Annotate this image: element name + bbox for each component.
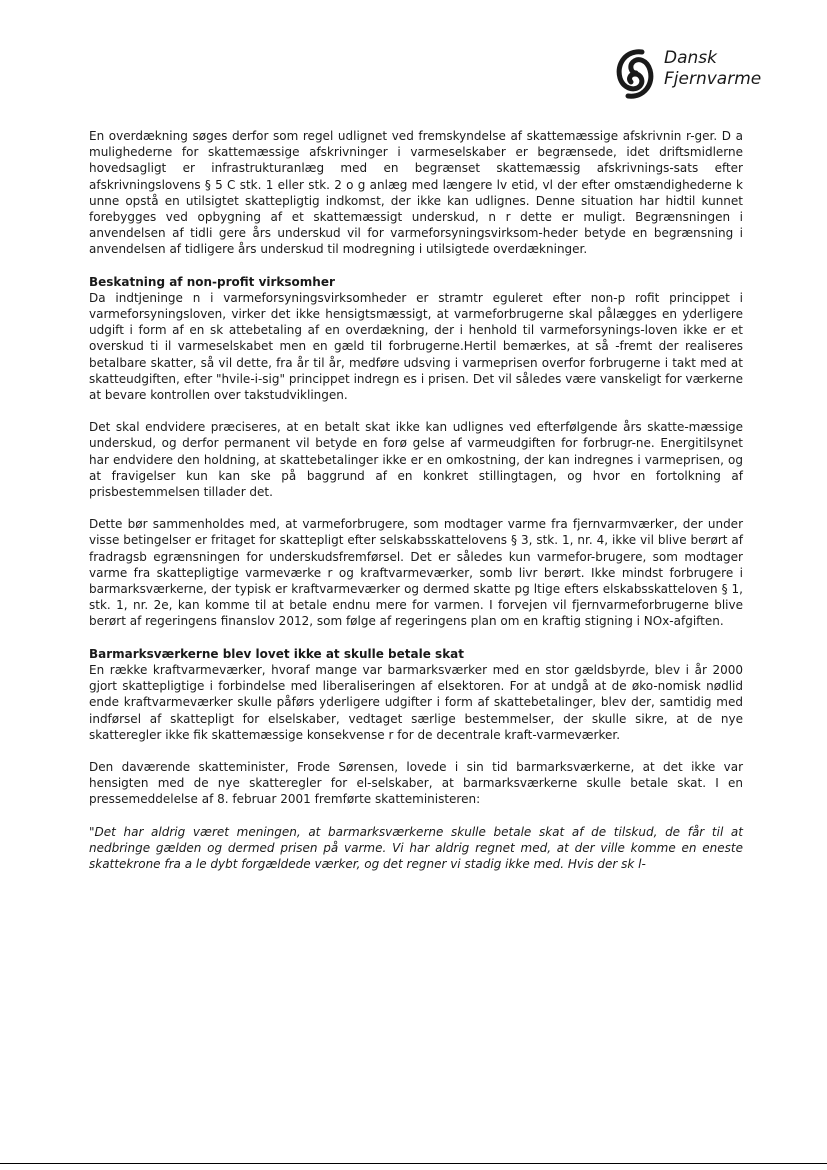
paragraph-indtjening: Da indtjeninge n i varmeforsyningsvirksomheder er stramtr eguleret efter non-p rofit princippet i varmeforsyningsloven, virker det ikke hensigtsmæssigt, at varmeforbrugerne skal pålægges en yderligere udgift i form af en sk attebetaling af en overdækning, der i henhold til varmeforsynings-loven ikke er et overskud ti il varmeselskabet men en gæld til forbrugerne.Hertil bemærkes, at så -fremt der realiseres betalbare skatter, så vil dette, fra år til år, medføre udsving i varmeprisen overfor forbrugerne i takt med at skatteudgiften, efter "hvile-i-sig" princippet indregn es i prisen. Det vil således være vanskeligt for værkerne at bevare kontrollen over takstudviklingen.	[89, 290, 743, 403]
logo-text-dansk: Dansk	[664, 48, 717, 68]
quote-skatteminister: "Det har aldrig været meningen, at barmarksværkerne skulle betale skat af de tilskud, de får til at nedbringe gælden og dermed prisen på varme. Vi har aldrig regnet med, at der ville komme en eneste skattekrone fra a le dybt forgældede værker, og det regner vi stadig ikke med. Hvis der sk l-	[89, 824, 743, 871]
logo-text-fjernvarme: Fjernvarme	[664, 69, 762, 89]
dansk-fjernvarme-logo	[612, 44, 772, 104]
heading-beskatning: Beskatning af non-profit virksomher	[89, 274, 335, 289]
paragraph-praeciseres: Det skal endvidere præciseres, at en betalt skat ikke kan udlignes ved efterfølgende års skatte-mæssige underskud, og derfor permanent vil betyde en forø gelse af varmeudgiften for forbrugr-ne. Energitilsynet har endvidere den holdning, at skattebetalinger ikke er en omkostning, der kan indregnes i varmeprisen, og at fravigelser kun kan ske på baggrund af en konkret stillingtagen, og hvor en fortolkning af prisbestemmelsen tillader det.	[89, 420, 743, 500]
scan-edge-line	[0, 1163, 827, 1164]
heading-barmarksvaerker: Barmarksværkerne blev lovet ikke at skulle betale skat	[89, 646, 465, 661]
paragraph-kraftvarmevaerker: En række kraftvarmeværker, hvoraf mange var barmarksværker med en stor gældsbyrde, blev i år 2000 gjort skattepligtige i forbindelse med liberaliseringen af elsektoren. For at undgå at de øko-nomisk nødlid ende kraftvarmeværker skulle påførs yderligere udgifter i form af skattebetalinger, blev der, samtidig med indførsel af skattepligt for elselskaber, vedtaget særlige bestemmelser, der skulle sikre, at de nye skatteregler ikke fik skattemæssige konsekvense r for de decentrale kraft-varmeværker.	[89, 662, 743, 742]
paragraph-overdaekning: En overdækning søges derfor som regel udlignet ved fremskyndelse af skattemæssige afskrivnin r-ger. D a mulighederne for skattemæssige afskrivninger i varmeselskaber er begrænsede, idet driftsmidlerne hovedsagligt er infrastrukturanlæg med en begrænset skattemæssig afskrivnings-sats efter afskrivningslovens § 5 C stk. 1 eller stk. 2 o g anlæg med længere lv etid, vl der efter omstændighederne k unne opstå en utilsigtet skattepligtig indkomst, der ikke kan udlignes. Denne situation har hidtil kunnet forebygges ved opbygning af et skattemæssigt underskud, n r dette er muligt. Begrænsningen i anvendelsen af tidli gere års underskud vil for varmeforsyningsvirksom-heder betyde en begrænsning i anvendelsen af tidligere års underskud til modregning i utilsigtede overdækninger.	[89, 129, 743, 257]
swirl-logo-icon	[612, 46, 658, 102]
paragraph-sammenholdes: Dette bør sammenholdes med, at varmeforbrugere, som modtager varme fra fjernvarmværker, der under visse betingelser er fritaget for skattepligt efter selskabsskattelovens § 3, stk. 1, nr. 4, ikke vil blive berørt af fradragsb egrænsningen for underskudsfremførsel. Det er således kun varmefor-brugere, som modtager varme fra skattepligtige varmeværke r og kraftvarmeværker, somb livr berørt. Ikke mindst forbrugere i barmarksværkerne, der typisk er kraftvarmeværker og dermed skatte pg ltige efters elskabsskatteloven § 1, stk. 1, nr. 2e, kan komme til at betale endnu mere for varmen. I forvejen vil fjernvarmeforbrugerne blive berørt af regeringens finanslov 2012, som følge af regeringens plan om en kraftig stigning i NOx-afgiften.	[89, 517, 743, 629]
document-body	[89, 128, 743, 872]
paragraph-skatteminister: Den daværende skatteminister, Frode Sørensen, lovede i sin tid barmarksværkerne, at det ikke var hensigten med de nye skatteregler for el-selskaber, at barmarksværkerne skulle betale skat. I en pressemeddelelse af 8. februar 2001 fremførte skatteministeren:	[89, 759, 743, 807]
